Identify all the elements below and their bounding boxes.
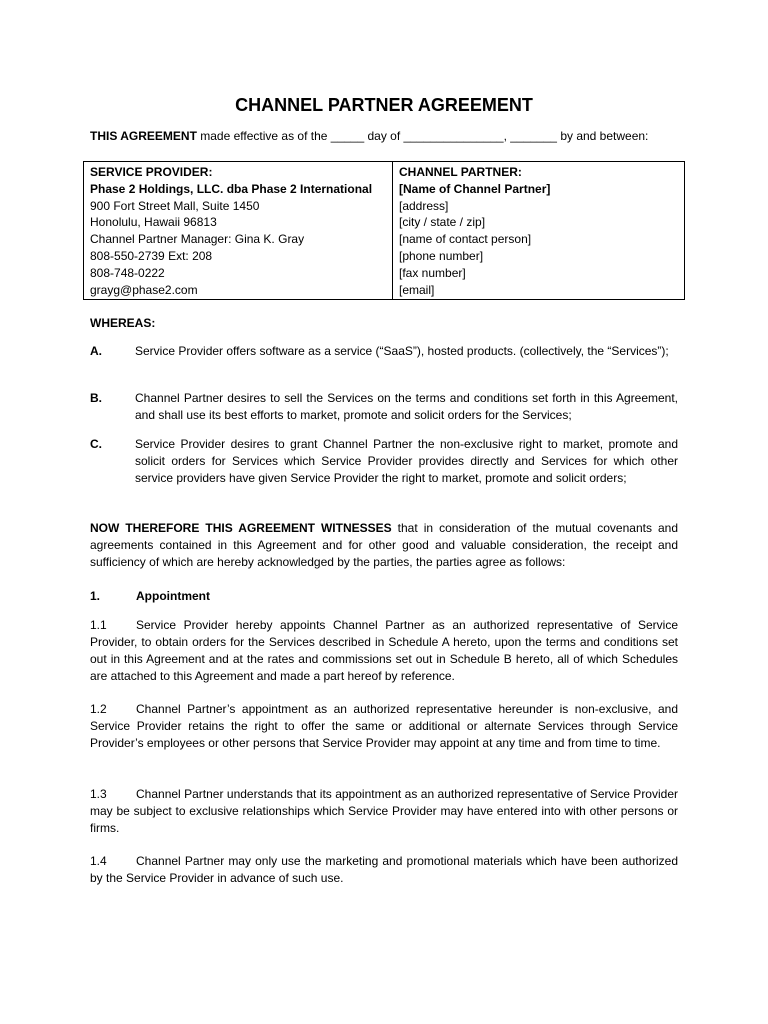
- channel-partner-email: [email]: [399, 282, 435, 297]
- clause-1-3: [90, 786, 678, 837]
- intro-text: made effective as of the _____ day of _______________, _______ by and between:: [196, 129, 649, 143]
- clause-number: 1.2: [90, 702, 107, 716]
- clause-number: 1.4: [90, 854, 107, 868]
- channel-partner-name: [Name of Channel Partner]: [399, 181, 551, 196]
- clause-number: 1.3: [90, 787, 107, 801]
- service-provider-fax: 808-748-0222: [90, 265, 165, 280]
- clause-text: Channel Partner’s appointment as an authorized representative hereunder is non-exclusive, and Service Provider retains the right to offer the same or additional or alternate Services through Service Provider’s employees or other persons that Service Provider may appoint at any time and from time to time.: [90, 702, 678, 750]
- recital-a: [90, 343, 678, 360]
- channel-partner-contact: [name of contact person]: [399, 232, 532, 247]
- now-therefore-text: that in consideration of the mutual covenants and agreements contained in this Agreement and for other good and valuable consideration, the receipt and sufficiency of which are hereby acknowledged by the parties, the parties agree as follows:: [90, 521, 678, 569]
- recital-b: [90, 390, 678, 424]
- clause-1-4: [90, 853, 678, 887]
- recital-letter: C.: [90, 437, 102, 451]
- clause-text: Channel Partner may only use the marketing and promotional materials which have been authorized by the Service Provider in advance of such use.: [90, 854, 678, 885]
- recital-letter: B.: [90, 391, 102, 405]
- clause-text: Channel Partner understands that its appointment as an authorized representative of Service Provider may be subject to exclusive relationships which Service Provider may have entered into with other persons or firms.: [90, 787, 678, 835]
- service-provider-manager: Channel Partner Manager: Gina K. Gray: [90, 232, 305, 247]
- parties-table: [83, 161, 685, 300]
- section-title: Appointment: [136, 589, 210, 603]
- recital-text: Channel Partner desires to sell the Services on the terms and conditions set forth in this Agreement, and shall use its best efforts to market, promote and solicit orders for the Services;: [135, 391, 678, 422]
- now-therefore-paragraph: [90, 520, 678, 571]
- service-provider-city: Honolulu, Hawaii 96813: [90, 215, 217, 230]
- section-heading: [90, 588, 210, 605]
- whereas-label: WHEREAS:: [90, 316, 156, 330]
- page-title: CHANNEL PARTNER AGREEMENT: [235, 95, 533, 115]
- recital-c: [90, 436, 678, 487]
- channel-partner-heading: CHANNEL PARTNER:: [399, 165, 522, 179]
- recital-letter: A.: [90, 344, 102, 358]
- agreement-intro: [90, 128, 690, 145]
- channel-partner-address: [address]: [399, 198, 449, 213]
- service-provider-cell: [84, 162, 393, 300]
- service-provider-street: 900 Fort Street Mall, Suite 1450: [90, 198, 260, 213]
- service-provider-heading: SERVICE PROVIDER:: [90, 165, 213, 179]
- intro-bold: THIS AGREEMENT: [90, 129, 197, 143]
- clause-1-1: [90, 617, 678, 685]
- clause-number: 1.1: [90, 618, 107, 632]
- now-therefore-bold: NOW THEREFORE THIS AGREEMENT WITNESSES: [90, 521, 392, 535]
- channel-partner-cell: [393, 162, 685, 300]
- channel-partner-city: [city / state / zip]: [399, 215, 486, 230]
- service-provider-email: grayg@phase2.com: [90, 282, 198, 297]
- clause-1-2: [90, 701, 678, 752]
- service-provider-phone: 808-550-2739 Ext: 208: [90, 248, 213, 263]
- recital-text: Service Provider offers software as a service (“SaaS”), hosted products. (collectively, the “Services”);: [135, 344, 669, 358]
- service-provider-company: Phase 2 Holdings, LLC. dba Phase 2 International: [90, 181, 373, 196]
- recital-text: Service Provider desires to grant Channel Partner the non-exclusive right to market, promote and solicit orders for Services which Service Provider provides directly and Services for which other service providers have given Service Provider the right to market, promote and solicit orders;: [135, 437, 678, 485]
- channel-partner-phone: [phone number]: [399, 248, 484, 263]
- section-number: 1.: [90, 589, 101, 603]
- channel-partner-fax: [fax number]: [399, 265, 466, 280]
- clause-text: Service Provider hereby appoints Channel Partner as an authorized representative of Service Provider, to obtain orders for the Services described in Schedule A hereto, upon the terms and conditions set out in this Agreement and at the rates and commissions set out in Schedule B hereto, all of which Schedules are attached to this Agreement and made a part hereof by reference.: [90, 618, 678, 683]
